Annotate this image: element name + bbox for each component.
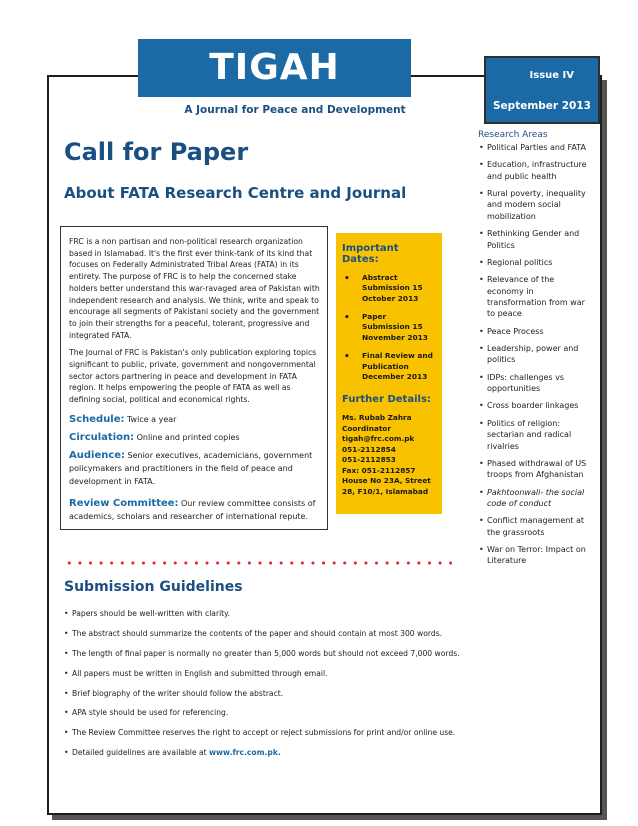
research-areas (478, 130, 590, 573)
research-item: • Phased withdrawal of US troops from Afghanistan (478, 458, 590, 481)
research-item: • Rural poverty, inequality and modern social mobilization (478, 188, 590, 222)
date-item-paper: • Paper Submission 15 November 2013 (342, 312, 436, 343)
submission-guidelines-heading: Submission Guidelines (64, 579, 243, 595)
journal-subtitle: A Journal for Peace and Development (184, 104, 406, 116)
guideline-item: • Brief biography of the writer should follow the abstract. (64, 690, 484, 710)
guideline-item: • The abstract should summarize the contents of the paper and should contain at most 300 words. (64, 630, 484, 650)
date-item-final: • Final Review and Publication December 2013 (342, 351, 436, 382)
contact-details (342, 413, 436, 497)
schedule-value: Twice a year (126, 414, 177, 424)
audience-label: Audience: (69, 450, 126, 462)
review-label: Review Committee: (69, 497, 179, 509)
circulation-value: Online and printed copies (136, 433, 240, 443)
circulation-label: Circulation: (69, 432, 135, 444)
research-item: • Peace Process (478, 326, 590, 337)
dotted-divider (64, 560, 452, 566)
further-details-heading: Further Details: (342, 394, 431, 406)
research-areas-list (478, 142, 590, 567)
contact-fax: Fax: 051-2112857 (342, 465, 416, 475)
research-item: • War on Terror: Impact on Literature (478, 544, 590, 567)
issue-number: Issue IV (529, 70, 574, 81)
masthead-banner (138, 39, 411, 97)
contact-name: Ms. Rubab Zahra (342, 413, 412, 423)
research-item: • Cross boarder linkages (478, 400, 590, 411)
research-item: • Regional politics (478, 257, 590, 268)
guideline-item: • APA style should be used for referencing. (64, 709, 484, 729)
research-item: • Leadership, power and politics (478, 343, 590, 366)
guideline-item: • All papers must be written in English and submitted through email. (64, 670, 484, 690)
contact-phone-2: 051-2112853 (342, 455, 396, 465)
guidelines-list (64, 610, 484, 769)
research-item: • Rethinking Gender and Politics (478, 228, 590, 251)
research-item: • Pakhtoonwali- the social code of conduct (478, 487, 590, 510)
important-dates-heading: Important Dates: (342, 243, 399, 265)
schedule-row (69, 412, 321, 427)
guideline-item: • The Review Committee reserves the right to accept or reject submissions for print and/or online use. (64, 729, 484, 749)
guideline-item-website (64, 749, 484, 769)
about-box (60, 226, 328, 530)
about-paragraph-1: FRC is a non partisan and non-political research organization based in Islamabad. It's the first ever think-tank of its kind that focuses on Federally Administrated Tribal Areas (FATA) in its entirety. The purpose of FRC is to help the concerned stake holders better understand this war-ravaged area of Pakistan with independent research and analysis. We think, write and speak to encourage all segments of Pakistani society and the government to join their strengths for a peaceful, tolerant, progressive and integrated FATA. (69, 237, 320, 340)
research-item: • Politics of religion: sectarian and radical rivalries (478, 418, 590, 452)
guideline-website-prefix: Detailed guidelines are available at (72, 748, 207, 758)
important-dates-box (336, 233, 442, 514)
contact-email[interactable]: tigah@frc.com.pk (342, 434, 415, 444)
issue-box (484, 56, 600, 124)
date-item-abstract: • Abstract Submission 15 October 2013 (342, 273, 436, 304)
research-item: • Education, infrastructure and public health (478, 159, 590, 182)
guideline-item: • Papers should be well-written with clarity. (64, 610, 484, 630)
review-row (69, 496, 321, 523)
research-item: • Conflict management at the grassroots (478, 515, 590, 538)
research-areas-heading: Research Areas (478, 130, 548, 140)
contact-address: House No 23A, Street 28, F10/1, Islamabad (342, 476, 431, 496)
journal-title: TIGAH (209, 47, 340, 88)
research-item: • Relevance of the economy in transformation from war to peace (478, 274, 590, 319)
contact-role: Coordinator (342, 423, 391, 433)
schedule-label: Schedule: (69, 413, 125, 425)
review-value: Our review committee consists of academics, scholars and researcher of international repute. (69, 498, 316, 521)
audience-value: Senior executives, academicians, government policymakers and practitioners in the field of peace and development in FATA. (69, 451, 313, 486)
research-item: • IDPs: challenges vs opportunities (478, 372, 590, 395)
call-for-paper-heading: Call for Paper (64, 138, 249, 166)
about-paragraph-2: The Journal of FRC is Pakistan's only publication exploring topics significant to public, private, government and nongovernmental sector actors partnering in peace and development in FATA region. It helps empowering the people of FATA as well as defining social, political and economical rights. (69, 348, 317, 405)
audience-row (69, 448, 321, 488)
contact-phone-1: 051-2112854 (342, 444, 396, 454)
website-link[interactable]: www.frc.com.pk. (209, 748, 281, 758)
important-dates-list (342, 273, 436, 382)
issue-date: September 2013 (493, 100, 591, 112)
circulation-row (69, 430, 321, 445)
research-item: • Political Parties and FATA (478, 142, 590, 153)
guideline-item: • The length of final paper is normally no greater than 5,000 words but should not exceed 7,000 words. (64, 650, 484, 670)
about-heading: About FATA Research Centre and Journal (64, 184, 407, 202)
